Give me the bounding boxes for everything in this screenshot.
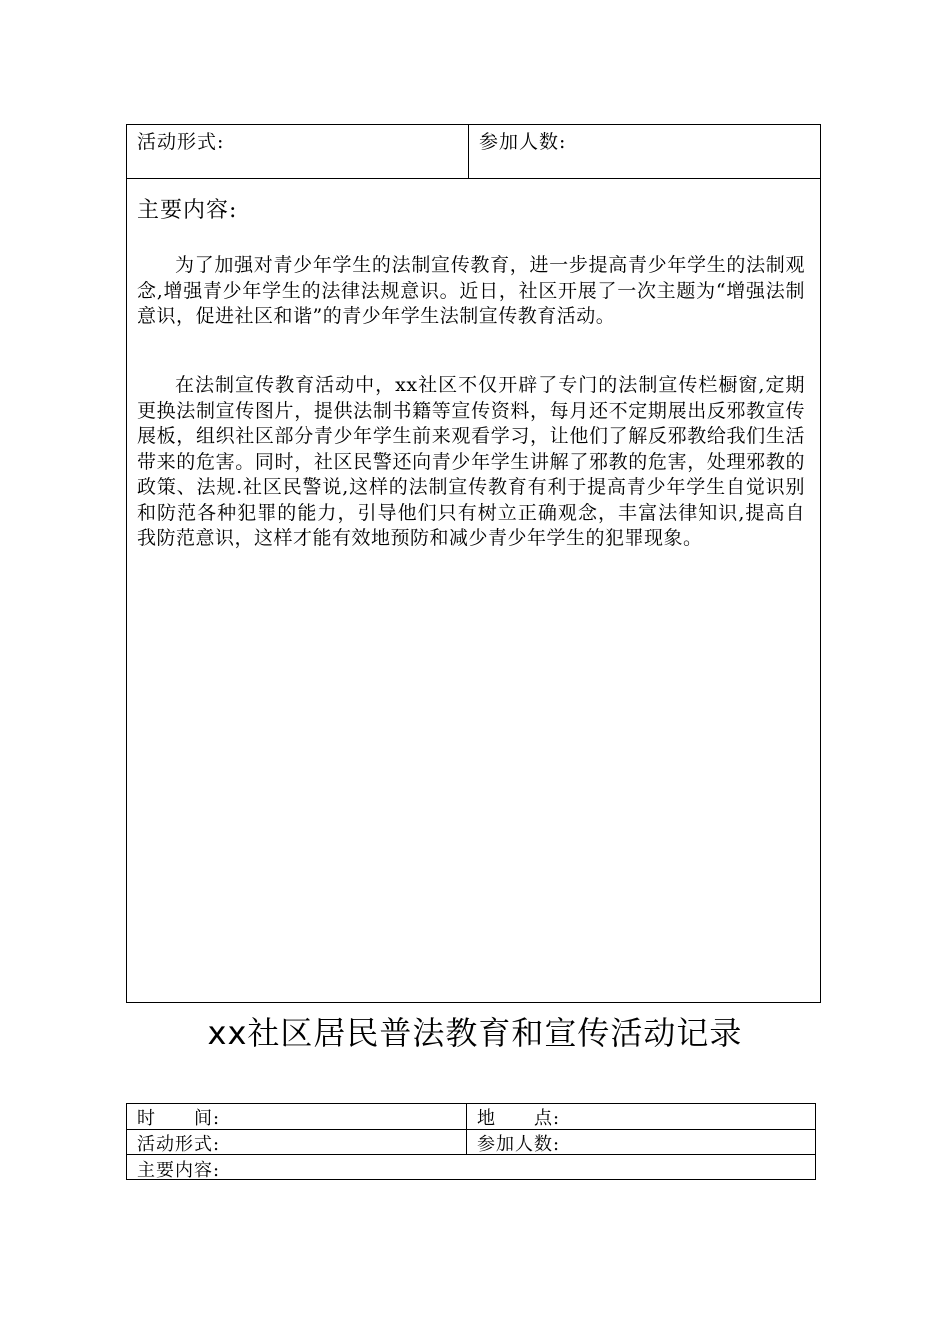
record-table-bottom xyxy=(126,1103,816,1180)
table-divider xyxy=(468,124,469,179)
document-title: xx社区居民普法教育和宣传活动记录 xyxy=(207,1014,743,1052)
table-divider xyxy=(466,1103,467,1155)
table-divider xyxy=(126,1154,816,1155)
content-paragraph: 在法制宣传教育活动中，xx社区不仅开辟了专门的法制宣传栏橱窗,定期更换法制宣传图片，提供法制书籍等宣传资料，每月还不定期展出反邪教宣传展板，组织社区部分青少年学生前来观看学习，让他们了解反邪教给我们生活带来的危害。同时，社区民警还向青少年学生讲解了邪教的危害，处理邪教的政策、法规.社区民警说,这样的法制宣传教育有利于提高青少年学生自觉识别和防范各种犯罪的能力，引导他们只有树立正确观念，丰富法律知识,提高自我防范意识，这样才能有效地预防和减少青少年学生的犯罪现象。 xyxy=(137,374,805,549)
participants-label: 参加人数: xyxy=(477,1134,561,1155)
table-divider xyxy=(126,1129,816,1130)
table-divider xyxy=(126,178,821,179)
time-label: 时 间: xyxy=(137,1108,221,1129)
activity-form-label: 活动形式: xyxy=(137,1134,221,1155)
content-paragraph: 为了加强对青少年学生的法制宣传教育，进一步提高青少年学生的法制观念,增强青少年学生的法律法规意识。近日，社区开展了一次主题为“增强法制意识，促进社区和谐”的青少年学生法制宣传教育活动。 xyxy=(137,254,805,327)
activity-form-label: 活动形式: xyxy=(137,131,225,153)
participants-label: 参加人数: xyxy=(479,131,567,153)
main-content-label: 主要内容: xyxy=(137,198,238,223)
main-content-label: 主要内容: xyxy=(137,1160,221,1181)
place-label: 地 点: xyxy=(477,1108,561,1129)
